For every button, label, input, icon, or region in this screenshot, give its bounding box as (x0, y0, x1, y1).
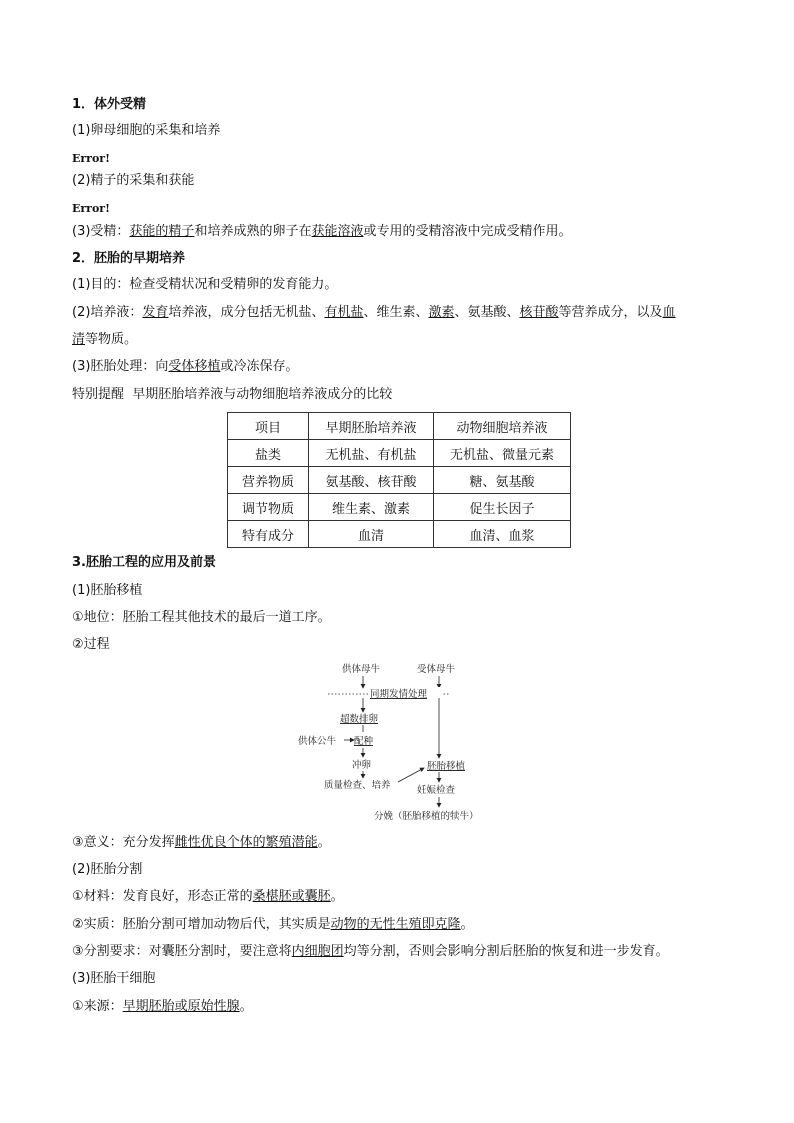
table-header-cell: 项目 (228, 413, 309, 440)
table-row (228, 440, 571, 467)
table-cell: 调节物质 (228, 494, 309, 521)
s3-item-3: (3)胚胎干细胞 (72, 971, 156, 986)
label-superovulation: 超数排卵 (340, 714, 379, 725)
table-header-cell: 动物细胞培养液 (434, 413, 571, 440)
table-cell: 盐类 (228, 440, 309, 467)
label-birth: 分娩（胚胎移植的犊牛） (374, 811, 479, 822)
comparison-table (227, 412, 571, 548)
table-cell: 营养物质 (228, 467, 309, 494)
table-header-cell: 早期胚胎培养液 (309, 413, 434, 440)
keyword-capacitated-sperm: 获能的精子 (129, 224, 195, 239)
s2-item-1: (1)目的：检查受精状况和受精卵的发育能力。 (72, 277, 338, 292)
s3-item-3-1: ①来源：早期胚胎或原始性腺。 (72, 999, 253, 1014)
s3-item-2-2: ②实质：胚胎分割可增加动物后代，其实质是动物的无性生殖即克隆。 (72, 917, 474, 932)
s3-item-1: (1)胚胎移植 (72, 583, 143, 598)
error-text-1: Error! (72, 152, 110, 165)
table-cell: 促生长因子 (434, 494, 571, 521)
table-cell: 无机盐、有机盐 (309, 440, 434, 467)
table-header-row (228, 413, 571, 440)
special-tip: 特别提醒 早期胚胎培养液与动物细胞培养液成分的比较 (72, 387, 393, 402)
table-cell: 特有成分 (228, 521, 309, 548)
s1-item-1: (1)卵母细胞的采集和培养 (72, 123, 221, 138)
section-2-title: 2．胚胎的早期培养 (72, 251, 186, 266)
table-cell: 糖、氨基酸 (434, 467, 571, 494)
table-row (228, 467, 571, 494)
table-cell: 无机盐、微量元素 (434, 440, 571, 467)
table-cell: 氨基酸、核苷酸 (309, 467, 434, 494)
s3-item-1-2: ②过程 (72, 637, 110, 652)
label-sync-estrus: 同期发情处理 (370, 689, 428, 700)
s3-item-1-1: ①地位：胚胎工程其他技术的最后一道工序。 (72, 610, 331, 625)
s1-item-2: (2)精子的采集和获能 (72, 173, 195, 188)
label-donor-bull: 供体公牛 (298, 736, 337, 747)
error-text-2: Error! (72, 202, 110, 215)
s2-item-3: (3)胚胎处理：向受体移植或冷冻保存。 (72, 359, 299, 374)
s3-item-1-3: ③意义：充分发挥雌性优良个体的繁殖潜能。 (72, 835, 331, 850)
label-embryo-transfer: 胚胎移植 (427, 761, 466, 772)
s3-item-2: (2)胚胎分割 (72, 862, 143, 877)
label-mating: 配种 (354, 736, 374, 747)
embryo-transfer-diagram (290, 660, 510, 830)
table-cell: 血清、血浆 (434, 521, 571, 548)
table-row (228, 494, 571, 521)
label-recipient-cow: 受体母牛 (417, 664, 456, 675)
label-flush: 冲卵 (352, 760, 372, 771)
table-row (228, 521, 571, 548)
s3-item-2-3: ③分割要求：对囊胚分割时，要注意将内细胞团均等分割，否则会影响分割后胚胎的恢复和进一步发育。 (72, 944, 669, 959)
section-1-title: 1．体外受精 (72, 97, 147, 112)
label-pregnancy-check: 妊娠检查 (417, 785, 456, 796)
table-cell: 维生素、激素 (309, 494, 434, 521)
section-3-title: 3.胚胎工程的应用及前景 (72, 555, 216, 570)
s2-item-2: (2)培养液：发育培养液，成分包括无机盐、有机盐、维生素、激素、氨基酸、核苷酸等营养成分，以及血 (72, 305, 676, 320)
table-cell: 血清 (309, 521, 434, 548)
tip-label: 特别提醒 (72, 387, 125, 402)
s2-item-2-cont: 清等物质。 (72, 332, 138, 347)
label-donor-cow: 供体母牛 (342, 664, 381, 675)
label-quality-check: 质量检查、培养 (324, 780, 391, 791)
s1-item-3: (3)受精：获能的精子和培养成熟的卵子在获能溶液或专用的受精溶液中完成受精作用。 (72, 224, 572, 239)
keyword-capacitation-solution: 获能溶液 (311, 224, 364, 239)
s3-item-2-1: ①材料：发育良好，形态正常的桑椹胚或囊胚。 (72, 889, 344, 904)
arrow-quality-to-transfer (398, 768, 424, 782)
